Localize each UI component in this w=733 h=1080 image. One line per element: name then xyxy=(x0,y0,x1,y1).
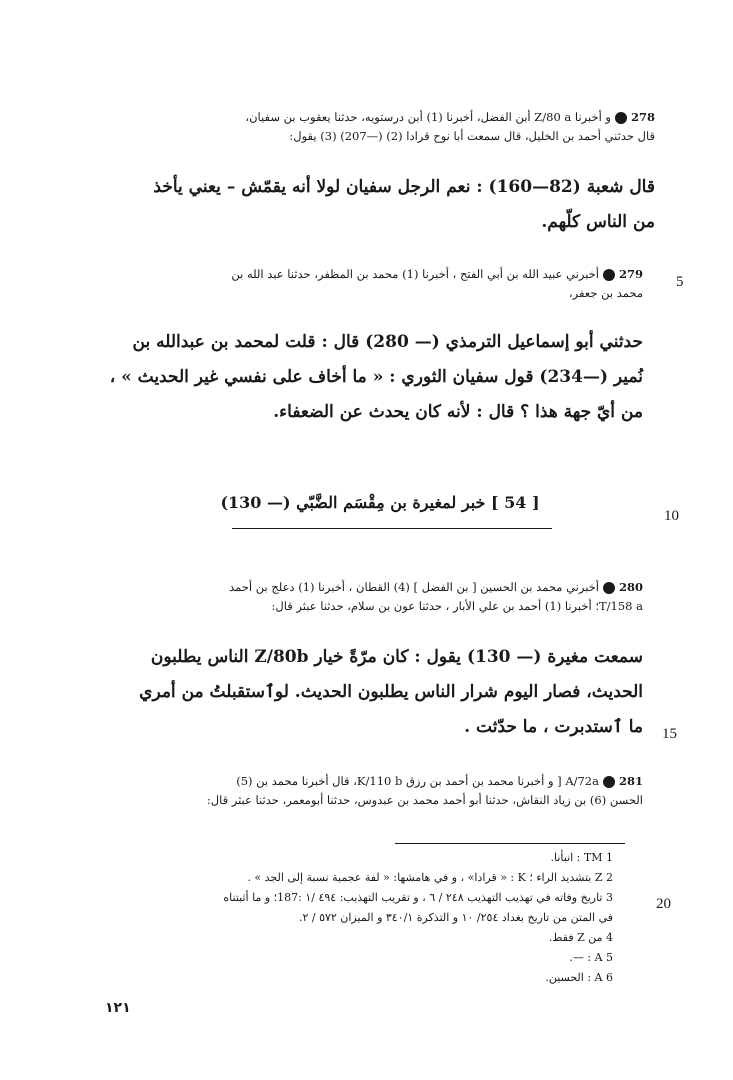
matn-line: سمعت مغيرة (— 130) يقول : كان مرّةً خيار Z/80b الناس يطلبون xyxy=(150,647,643,667)
matn-line: ما ٱستدبرت ، ما حدّثت . xyxy=(464,717,643,737)
matn-line: نُمير (—234) قول سفيان الثوري : « ما أخاف على نفسي غير الحديث » ، xyxy=(109,367,643,387)
entry-278-matn xyxy=(75,170,655,240)
entry-281-isnad xyxy=(68,772,643,810)
entry-280-matn xyxy=(73,640,643,745)
isnad-line: 281A/72a [ و أخبرنا محمد بن أحمد بن رزق K/110 b، قال أخبرنا محمد بن (5) xyxy=(236,774,643,788)
matn-line: من أيّ جهة هذا ؟ قال : لأنه كان يحدث عن الضعفاء. xyxy=(273,402,643,422)
bullet-dot-icon xyxy=(603,582,615,594)
isnad-line: 279أخبرني عبيد الله بن أبي الفتح ، أخبرنا (1) محمد بن المظفر، حدثنا عبد الله بن xyxy=(231,267,643,281)
isnad-line: 280أخبرني محمد بن الحسين [ بن الفضل ] (4) القطان ، أخبرنا (1) دعلج بن أحمد xyxy=(229,580,643,594)
entry-278-isnad xyxy=(75,108,655,146)
heading-underline xyxy=(232,528,552,529)
page-number: ١٢١ xyxy=(105,1000,131,1016)
margin-line-number: 15 xyxy=(662,726,677,742)
entry-number: 280 xyxy=(618,580,643,594)
entry-number: 279 xyxy=(618,267,643,281)
footnotes xyxy=(93,848,613,988)
footnote: 3 تاريخ وفاته في تهذيب التهذيب ٢٤٨ / ٦ ، و تقريب التهذيب: ٤٩٤ /١ :187؛ و ما أثبتناه xyxy=(223,891,613,904)
footnote-rule xyxy=(395,843,625,844)
isnad-line: الحسن (6) بن زياد النقاش، حدثنا أبو أحمد محمد بن عبدوس، حدثنا أبومعمر، حدثنا عبثر قال: xyxy=(206,793,643,807)
entry-279-matn xyxy=(73,325,643,430)
margin-line-number: 10 xyxy=(664,508,679,524)
isnad-line: محمد بن جعفر، xyxy=(568,286,643,300)
entry-number: 281 xyxy=(618,774,643,788)
bullet-dot-icon xyxy=(603,776,615,788)
bullet-dot-icon xyxy=(603,269,615,281)
matn-line: من الناس كلّهم. xyxy=(541,212,655,232)
isnad-line: 278و أخبرنا Z/80 a أبن الفضل، أخبرنا (1) أبن درستويه، حدثنا يعقوب بن سفيان، xyxy=(245,110,655,124)
entry-number: 278 xyxy=(630,110,655,124)
matn-line: قال شعبة (82—160) : نعم الرجل سفيان لولا أنه يقمّش – يعني يأخذ xyxy=(153,177,655,197)
bullet-dot-icon xyxy=(615,112,627,124)
matn-line: حدثني أبو إسماعيل الترمذي (— 280) قال : قلت لمحمد بن عبدالله بن xyxy=(132,332,643,352)
isnad-line: T/158 a؛ أخبرنا (1) أحمد بن علي الأبار ، حدثنا عون بن سلام، حدثنا عبثر قال: xyxy=(271,599,643,613)
footnote: 2 Z بتشديد الراء ؛ K : « قرادا» ، و في هامشها: « لفة عجمية نسبة إلى الجد » . xyxy=(247,871,613,884)
entry-280-isnad xyxy=(73,578,643,616)
footnote: 4 من Z فقط. xyxy=(548,931,613,944)
footnote: 1 TM : انبأنا. xyxy=(550,851,613,864)
entry-279-isnad xyxy=(73,265,643,303)
matn-line: الحديث، فصار اليوم شرار الناس يطلبون الحديث. لوٱستقبلتُ من أمري xyxy=(139,682,643,702)
footnote: 6 A : الحسين. xyxy=(545,971,613,984)
margin-line-number: 20 xyxy=(656,896,671,912)
section-heading: [ 54 ] خبر لمغيرة بن مِقْسَم الضَّبّي (— 130) xyxy=(220,493,540,512)
margin-line-number: 5 xyxy=(676,274,684,290)
isnad-line: قال حدثني أحمد بن الخليل، قال سمعت أبا نوح قرادا (2) (—207) (3) يقول: xyxy=(289,129,655,143)
footnote: في المتن من تاريخ بغداد ٢٥٤/ ١٠ و التذكرة ٣٤٠/١ و الميزان ٥٧٢ / ٢. xyxy=(298,911,613,924)
footnote: 5 A : —. xyxy=(569,951,613,964)
